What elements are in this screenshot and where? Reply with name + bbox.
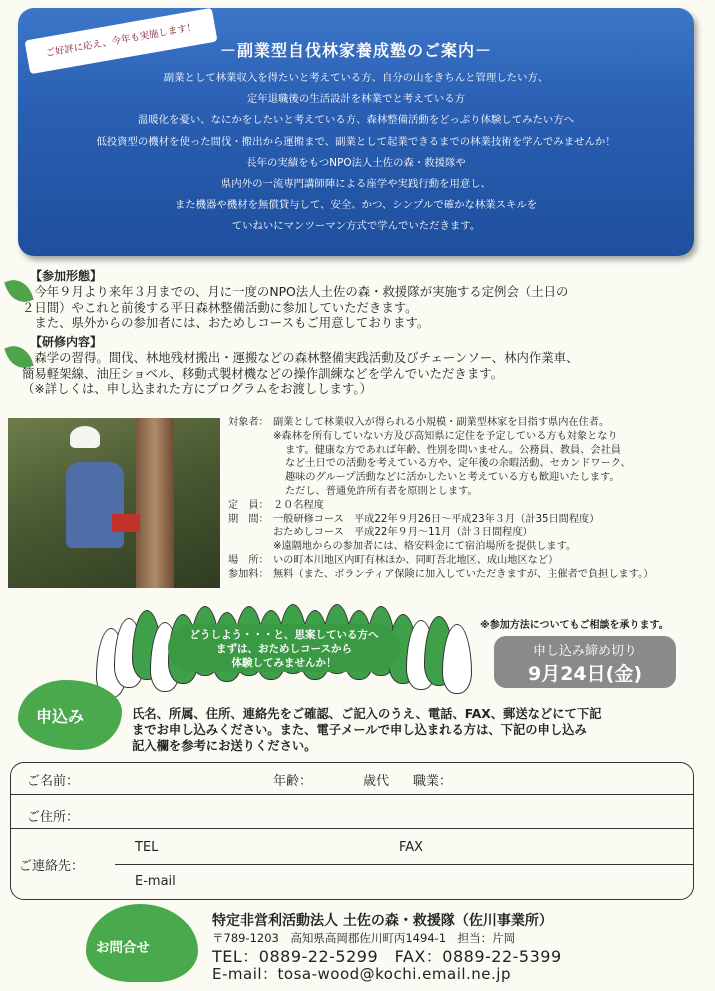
hero-line: 定年退職後の生活設計を林業でと考えている方 [246,93,466,106]
deadline-date: 9月24日(金) [527,663,643,685]
target-value: 副業として林業収入が得られる小規模・副業型林家を目指す県内在住者。 [273,417,610,428]
banner-line: 体験してみませんか！ [231,657,337,669]
hero-line: 県内外の一流専門講師陣による座学や実践行動を用意し、 [220,178,492,191]
organization-address: 〒789-1203 高知県高岡郡佐川町丙1494-1 担当：片岡 [212,931,516,945]
email-field[interactable]: E-mail [135,874,176,889]
hero-line: 温暖化を憂い、なにかをしたいと考えている方、森林整備活動をどっぷり体験してみたい方へ [137,114,575,127]
contact-label: お問合せ [96,940,150,956]
apply-line: までお申し込みください。また、電子メールで申し込まれる方は、下記の申し込み [132,723,587,737]
tel-field[interactable]: TEL [135,840,159,855]
participation-line: 今年９月より来年３月までの、月に一度のNPO法人土佐の森・救援隊が実施する定例会（土日の [22,284,569,299]
form-divider [11,828,693,829]
hero-line: また機器や機材を無償貸与して、安全、かつ、シンプルで確かな林業スキルを [174,199,538,212]
deadline-label: 申し込み締め切り [532,644,637,659]
participation-line: ２日間）やこれと前後する平日森林整備活動に参加していただきます。 [22,299,418,315]
target-value: 趣味のグループ活動などに活かしたいと考えている方も歓迎いたします。 [285,472,620,484]
capacity-value: ２０名程度 [273,499,324,511]
application-form [10,762,694,900]
training-line: （※詳しくは、申し込まれた方にプログラムをお渡しします。） [22,381,373,396]
organization-name: 特定非営利活動法人 土佐の森・救援隊（佐川事業所） [212,913,553,929]
contact-label: ご連絡先： [19,859,85,874]
form-divider [11,794,693,795]
training-line: 森学の習得。間伐、林地残材搬出・運搬などの森林整備実践活動及びチェーンソー、林内作業車、 [22,350,579,365]
intro-panel [18,8,694,256]
hero-line: 長年の実績をもつNPO法人土佐の森・救援隊や [246,156,466,169]
consult-note: ※参加方法についてもご相談を承ります。 [480,620,669,631]
target-value: など土日での活動を考えている方や、定年後の余暇活動、セカンドワーク、 [285,458,631,470]
participation-line: また、県外からの参加者には、おためしコースもご用意しております。 [22,315,430,330]
fee-value: 無料（また、ボランティア保険に加入していただきますが、主催者で負担します。） [273,568,654,580]
apply-line: 氏名、所属、住所、連絡先をご確認、ご記入のうえ、電話、FAX、郵送などにて下記 [132,707,602,721]
job-field[interactable]: 職業： [413,774,453,789]
banner-line: どうしよう・・・と、思案している方へ [189,629,379,641]
tree-trunk [136,418,174,588]
hero-line: 低投資型の機材を使った間伐・搬出から運搬まで、副業として起業できるまでの林業技術を学んでみませんか！ [96,135,616,148]
hero-text [18,68,694,238]
period-label: 期 間： [228,513,269,525]
hero-line: ていねいにマンツーマン方式で学んでいただきます。 [231,220,481,233]
apply-instructions [132,706,702,754]
form-divider [115,864,693,865]
participation-heading: 【参加形態】 [30,269,103,283]
details-table [228,416,708,582]
worker [66,462,124,548]
tel-fax[interactable]: TEL：0889-22-5299 FAX：0889-22-5399 [212,947,562,966]
target-value: ※森林を所有していない方及び高知県に定住を予定している方も対象となり [273,430,618,442]
period-value: 一般研修コース 平成22年９月26日～平成23年３月（計35日間程度） [273,513,600,525]
chainsaw [112,514,140,532]
training-line: 簡易軽架線、油圧ショベル、移動式製材機などの操作訓練などを学んでいただきます。 [22,365,504,381]
target-value: ただし、普通免許所有者を原則とします。 [285,485,478,497]
banner-line: まずは、おためしコースから [216,643,352,655]
fax-field[interactable]: FAX [399,840,424,855]
training-text [22,350,578,397]
period-value: おためしコース 平成22年９月～11月（計３日間程度） [273,527,533,539]
place-label: 場 所： [228,554,269,566]
tree-icon [442,624,472,694]
address-field[interactable]: ご住所： [27,810,80,825]
place-value: いの町本川地区内町有林ほか、同町吾北地区、成山地区など） [273,554,559,566]
hero-line: 副業として林業収入を得たいと考えている方、自分の山をきちんと管理したい方、 [163,72,549,84]
hero-title: －副業型自伐林家養成塾のご案内－ [219,41,492,60]
apply-line: 記入欄を参考にお送りください。 [132,739,317,753]
fee-label: 参加料： [228,568,269,580]
participation-text [22,284,568,331]
name-field[interactable]: ご名前： [27,774,80,789]
capacity-label: 定 員： [228,499,269,511]
target-label: 対象者： [228,417,269,428]
forestry-worker-photo [8,418,220,588]
age-field[interactable]: 年齢： [273,774,313,789]
trial-course-banner [168,624,400,672]
contact-email[interactable]: E-mail：tosa-wood@kochi.email.ne.jp [212,965,511,983]
training-heading: 【研修内容】 [30,335,103,349]
helmet [70,426,100,448]
apply-label: 申込み [36,707,85,726]
hero-badge: ご好評に応え、今年も実施します！ [24,8,217,74]
target-value: ます。健康な方であれば年齢、性別を問いません。公務員、教員、会社員 [285,444,621,456]
age-suffix: 歳代 [363,774,390,789]
deadline-badge [494,636,676,688]
period-value: ※遠隔地からの参加者には、格安料金にて宿泊場所を提供します。 [273,541,577,553]
